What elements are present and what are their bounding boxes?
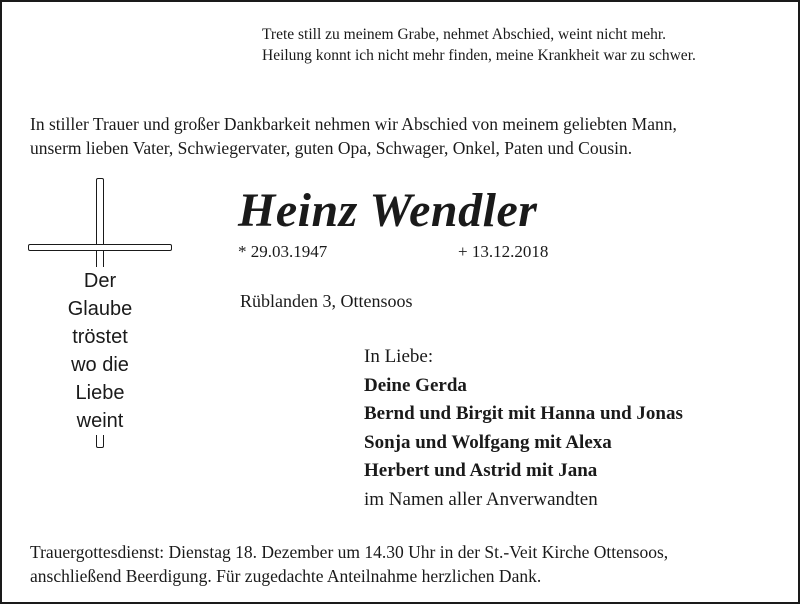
service-line: anschließend Beerdigung. Für zugedachte Anteilnahme herzlichen Dank. <box>30 566 542 586</box>
faith-quote <box>40 267 160 435</box>
service-line: Trauergottesdienst: Dienstag 18. Dezember um 14.30 Uhr in der St.-Veit Kirche Ottensoos, <box>30 542 669 562</box>
faith-quote-line: wo die <box>61 351 139 379</box>
mourning-intro <box>30 112 677 160</box>
deceased-name: Heinz Wendler <box>238 184 538 237</box>
faith-quote-line: Liebe <box>68 379 132 407</box>
mourner-family: Bernd und Birgit mit Hanna und Jonas <box>364 403 683 424</box>
death-date: + 13.12.2018 <box>458 242 549 261</box>
faith-quote-line: Glaube <box>58 295 142 323</box>
mourners-list <box>364 343 683 514</box>
funeral-service-info <box>30 540 668 588</box>
mourners-lead: In Liebe: <box>364 346 434 367</box>
intro-line: unserm lieben Vater, Schwiegervater, guten Opa, Schwager, Onkel, Paten und Cousin. <box>30 138 633 158</box>
faith-quote-line: tröstet <box>62 323 138 351</box>
farewell-poem <box>262 24 696 66</box>
mourners-close: im Namen aller Anverwandten <box>364 488 598 510</box>
faith-quote-line: weint <box>69 407 131 435</box>
deceased-address: Rüblanden 3, Ottensoos <box>240 291 413 311</box>
mourner-family: Herbert und Astrid mit Jana <box>364 460 598 481</box>
intro-line: In stiller Trauer und großer Dankbarkeit nehmen wir Abschied von meinem geliebten Mann, <box>30 114 677 134</box>
mourner-family: Deine Gerda <box>364 374 467 396</box>
poem-line: Trete still zu meinem Grabe, nehmet Abschied, weint nicht mehr. <box>262 26 667 43</box>
poem-line: Heilung konnt ich nicht mehr finden, meine Krankheit war zu schwer. <box>262 47 696 64</box>
faith-quote-line: Der <box>76 267 124 295</box>
mourner-family: Sonja und Wolfgang mit Alexa <box>364 431 612 453</box>
birth-date: * 29.03.1947 <box>238 242 328 261</box>
